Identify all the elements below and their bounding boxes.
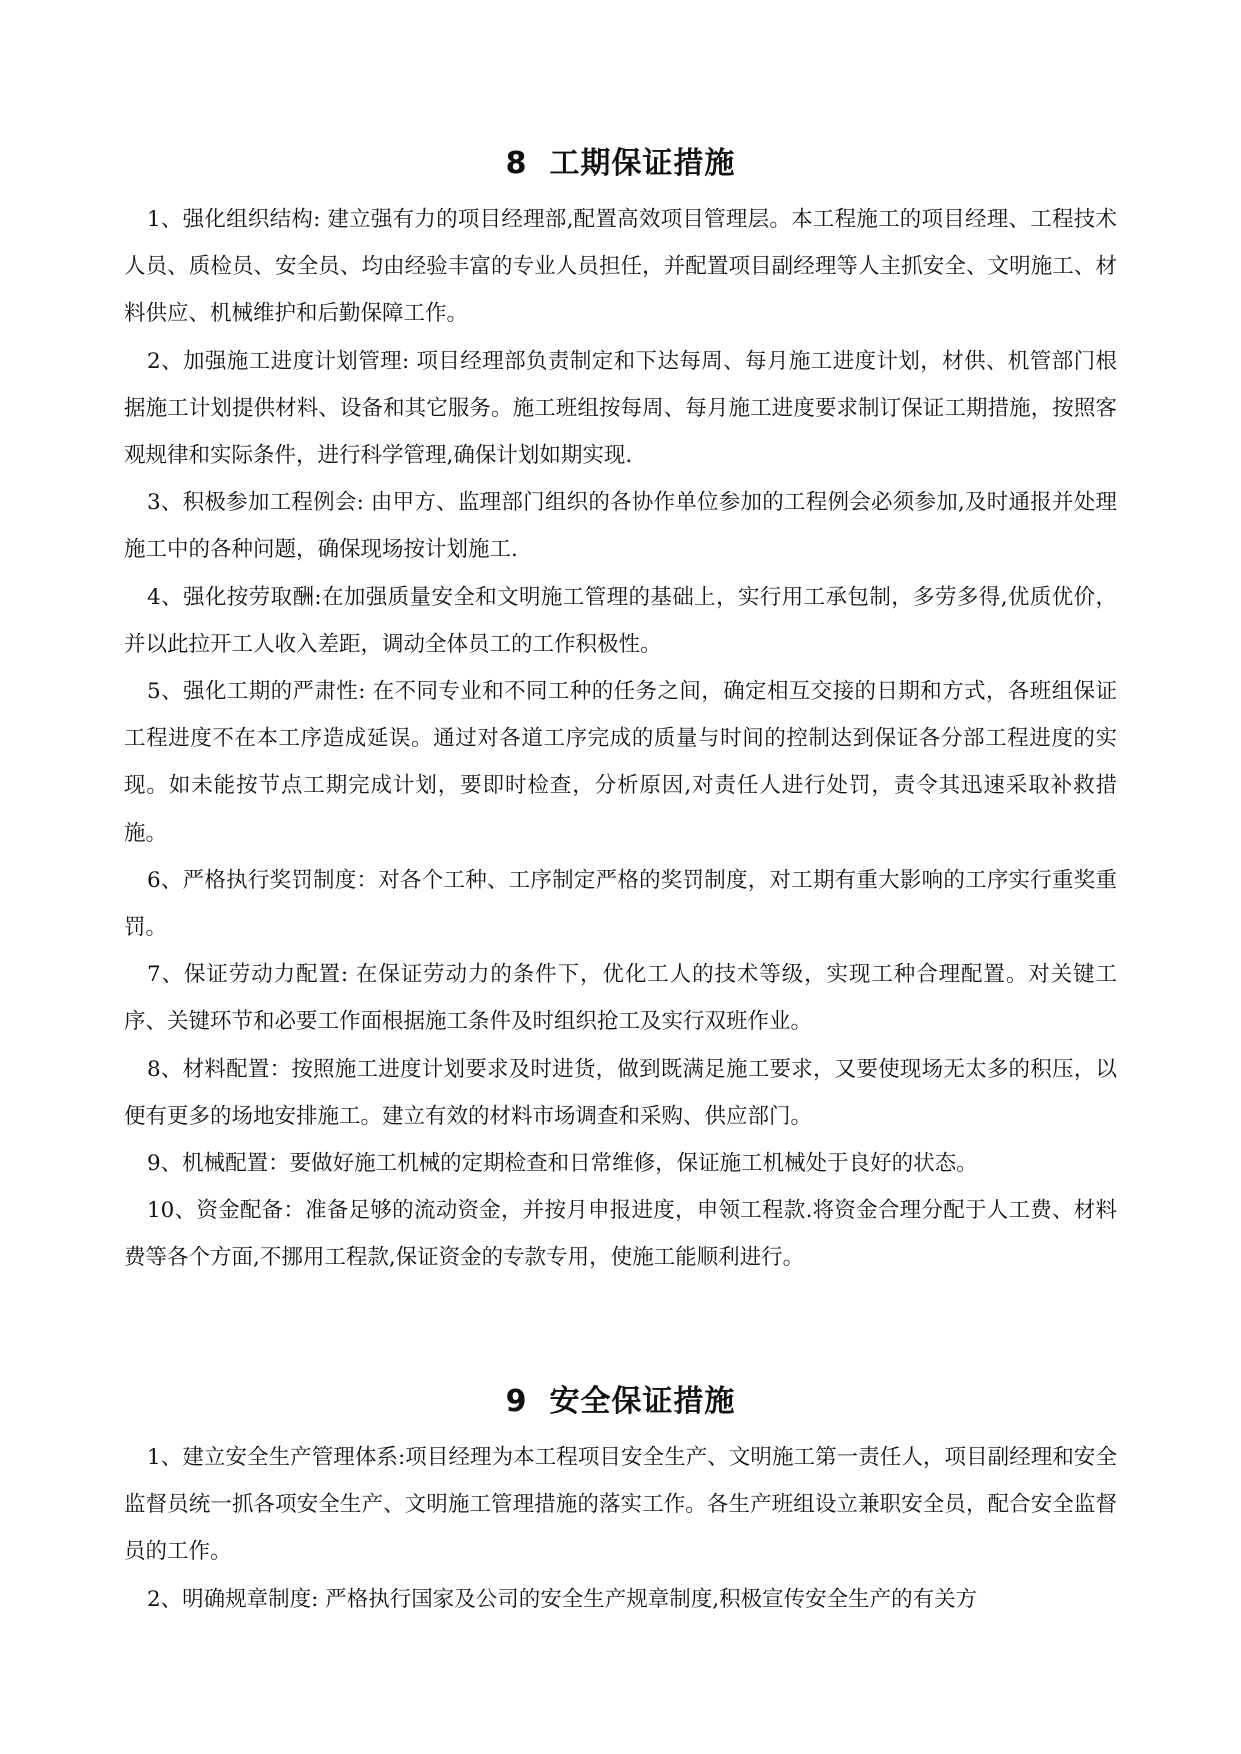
section-number: 8 [505, 146, 528, 181]
section-8-body [124, 196, 1117, 1282]
paragraph: 7、保证劳动力配置: 在保证劳动力的条件下，优化工人的技术等级，实现工种合理配置。对关键工序、关键环节和必要工作面根据施工条件及时组织抢工及实行双班作业。 [124, 962, 1117, 1035]
paragraph: 9、机械配置：要做好施工机械的定期检查和日常维修，保证施工机械处于良好的状态。 [147, 1151, 978, 1177]
section-heading: 工期保证措施 [549, 146, 736, 181]
section-8-title [124, 144, 1117, 184]
paragraph: 1、强化组织结构: 建立强有力的项目经理部,配置高效项目管理层。本工程施工的项目经理、工程技术人员、质检员、安全员、均由经验丰富的专业人员担任，并配置项目副经理等人主抓安全、文明施工、材料供应、机械维护和后勤保障工作。 [124, 207, 1117, 327]
section-heading: 安全保证措施 [549, 1384, 736, 1419]
paragraph: 2、明确规章制度: 严格执行国家及公司的安全生产规章制度,积极宣传安全生产的有关方 [147, 1586, 978, 1612]
paragraph: 6、严格执行奖罚制度：对各个工种、工序制定严格的奖罚制度，对工期有重大影响的工序实行重奖重罚。 [124, 867, 1117, 941]
section-9-body [124, 1434, 1117, 1623]
paragraph: 5、强化工期的严肃性: 在不同专业和不同工种的任务之间，确定相互交接的日期和方式，各班组保证工程进度不在本工序造成延误。通过对各道工序完成的质量与时间的控制达到保证各分部工程进度的实现。如未能按节点工期完成计划，要即时检查，分析原因,对责任人进行处罚，责令其迅速采取补救措施。 [124, 679, 1117, 846]
paragraph: 8、材料配置：按照施工进度计划要求及时进货，做到既满足施工要求，又要使现场无太多的积压，以便有更多的场地安排施工。建立有效的材料市场调查和采购、供应部门。 [124, 1056, 1117, 1129]
section-number: 9 [505, 1384, 528, 1419]
paragraph: 10、资金配备：准备足够的流动资金，并按月申报进度，申领工程款.将资金合理分配于人工费、材料费等各个方面,不挪用工程款,保证资金的专款专用，使施工能顺利进行。 [124, 1198, 1117, 1271]
paragraph: 1、建立安全生产管理体系:项目经理为本工程项目安全生产、文明施工第一责任人，项目副经理和安全监督员统一抓各项安全生产、文明施工管理措施的落实工作。各生产班组设立兼职安全员，配合安全监督员的工作。 [124, 1445, 1117, 1565]
paragraph: 2、加强施工进度计划管理: 项目经理部负责制定和下达每周、每月施工进度计划，材供、机管部门根据施工计划提供材料、设备和其它服务。施工班组按每周、每月施工进度要求制订保证工期措施，按照客观规律和实际条件，进行科学管理,确保计划如期实现. [124, 348, 1117, 469]
paragraph: 4、强化按劳取酬:在加强质量安全和文明施工管理的基础上，实行用工承包制，多劳多得,优质优价，并以此拉开工人收入差距，调动全体员工的工作积极性。 [124, 584, 1117, 657]
section-9-title [124, 1382, 1117, 1422]
paragraph: 3、积极参加工程例会: 由甲方、监理部门组织的各协作单位参加的工程例会必须参加,及时通报并处理施工中的各种问题，确保现场按计划施工. [124, 490, 1117, 563]
